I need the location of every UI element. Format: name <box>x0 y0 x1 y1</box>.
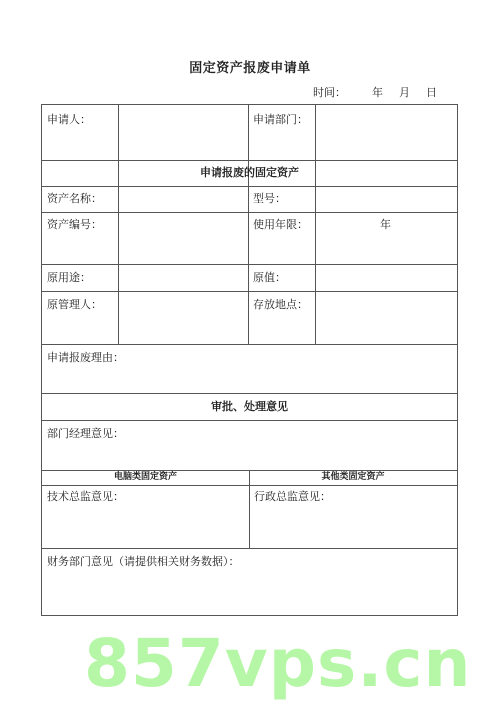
dept-manager-opinion-label: 部门经理意见： <box>47 427 124 440</box>
admin-director-opinion-label: 行政总监意见： <box>254 490 331 503</box>
original-use-label: 原用途： <box>47 271 91 284</box>
computer-assets-heading: 电脑类固定资产 <box>113 472 177 482</box>
scrap-reason-label: 申请报废理由： <box>47 351 124 364</box>
form-table <box>41 104 458 616</box>
row-divider <box>42 548 457 549</box>
row-divider <box>42 344 457 345</box>
row-divider <box>42 420 457 421</box>
date-day: 日 <box>426 86 437 99</box>
page-title: 固定资产报废申请单 <box>189 61 311 76</box>
finance-opinion-label: 财务部门意见（请提供相关财务数据）： <box>47 555 240 568</box>
date-line <box>313 84 437 100</box>
section-approval-heading: 审批、处理意见 <box>211 400 288 413</box>
year-unit: 年 <box>380 218 391 231</box>
row-divider <box>42 291 457 292</box>
original-value-label: 原值： <box>253 271 286 284</box>
applicant-label: 申请人： <box>47 113 91 126</box>
row-divider <box>42 393 457 394</box>
col-divider <box>315 105 316 344</box>
col-divider <box>118 105 119 344</box>
original-manager-label: 原管理人： <box>47 298 102 311</box>
row-divider <box>42 186 457 187</box>
model-label: 型号： <box>253 192 286 205</box>
watermark-logo: 857vps.cn <box>84 625 472 702</box>
row-divider <box>42 160 457 161</box>
row-divider <box>42 212 457 213</box>
tech-director-opinion-label: 技术总监意见： <box>47 490 124 503</box>
asset-name-label: 资产名称： <box>47 192 102 205</box>
other-assets-heading: 其他类固定资产 <box>321 472 385 482</box>
date-year: 年 <box>372 86 383 99</box>
storage-location-label: 存放地点： <box>253 298 308 311</box>
date-month: 月 <box>399 86 410 99</box>
row-divider <box>42 264 457 265</box>
col-divider <box>248 105 249 344</box>
asset-number-label: 资产编号： <box>47 218 102 231</box>
department-label: 申请部门： <box>253 113 308 126</box>
service-years-label: 使用年限： <box>253 218 308 231</box>
section-assets-heading: 申请报废的固定资产 <box>200 166 299 179</box>
date-label: 时间： <box>313 86 346 99</box>
